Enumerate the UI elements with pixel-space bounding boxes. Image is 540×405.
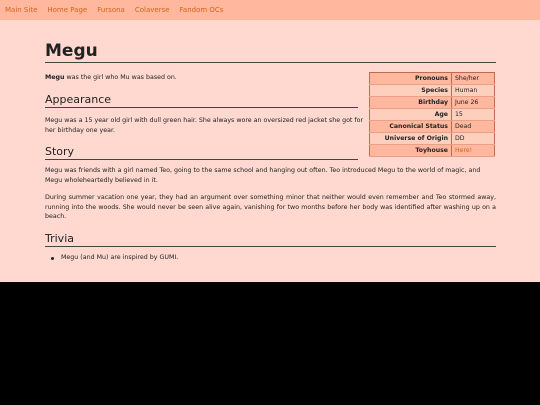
table-row	[370, 97, 495, 109]
infobox-key: Pronouns	[370, 73, 452, 85]
story-paragraph-1: Megu was friends with a girl named Teo, going to the same school and hanging out often. Teo introduced Megu to the world of magic, and Megu wholeheartedly believed in it.	[45, 167, 481, 184]
section-appearance	[45, 93, 358, 108]
nav-main-site[interactable]: Main Site	[5, 6, 38, 14]
section-trivia	[45, 232, 496, 247]
appearance-heading: Appearance	[45, 93, 358, 108]
infobox-value: June 26	[452, 97, 495, 109]
infobox-key: Canonical Status	[370, 121, 452, 133]
intro-name: Megu	[45, 74, 65, 81]
infobox-key: Age	[370, 109, 452, 121]
infobox-key: Universe of Origin	[370, 133, 452, 145]
story-heading: Story	[45, 145, 358, 160]
trivia-heading: Trivia	[45, 232, 496, 247]
table-row	[370, 145, 495, 157]
infobox-value: She/her	[452, 73, 495, 85]
nav-colaverse[interactable]: Colaverse	[134, 6, 170, 14]
page-title: Megu	[45, 41, 496, 63]
table-row	[370, 109, 495, 121]
infobox-value: Dead	[452, 121, 495, 133]
section-story	[45, 145, 358, 160]
story-paragraph-2: During summer vacation one year, they had an argument over something minor that neither would even remember and Teo stormed away, running into the woods. She would never be seen alive again, vanishing for two months before her body was identified after washing up on a beach.	[45, 194, 496, 220]
intro-text: was the girl who Mu was based on.	[64, 74, 177, 81]
infobox-value: DD	[452, 133, 495, 145]
toyhouse-link[interactable]: Here!	[455, 147, 473, 154]
table-row	[370, 133, 495, 145]
infobox-key: Species	[370, 85, 452, 97]
nav-home-page[interactable]: Home Page	[47, 6, 88, 14]
infobox-value: 15	[452, 109, 495, 121]
infobox-value: Human	[452, 85, 495, 97]
character-infobox	[369, 72, 495, 157]
top-navigation	[0, 0, 540, 20]
infobox-key: Toyhouse	[370, 145, 452, 157]
appearance-text: Megu was a 15 year old girl with dull green hair. She always wore an oversized red jacket she got for her birthday one year.	[45, 117, 364, 134]
intro-paragraph	[45, 73, 365, 82]
infobox-value	[452, 145, 495, 157]
nav-fursona[interactable]: Fursona	[97, 6, 125, 14]
infobox-key: Birthday	[370, 97, 452, 109]
trivia-list	[51, 254, 178, 261]
table-row	[370, 73, 495, 85]
nav-fandom-ocs[interactable]: Fandom OCs	[179, 6, 224, 14]
list-item: Megu (and Mu) are inspired by GUMI.	[51, 254, 178, 261]
table-row	[370, 121, 495, 133]
table-row	[370, 85, 495, 97]
